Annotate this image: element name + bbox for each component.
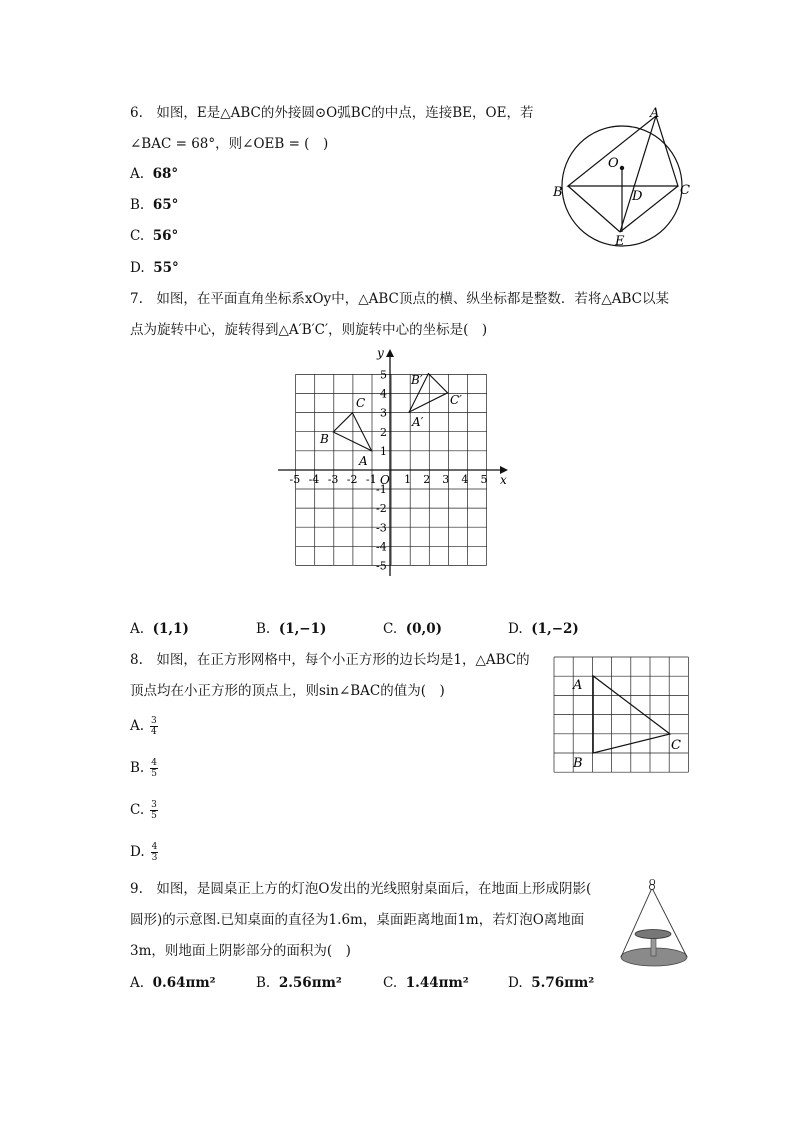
label-c: C — [680, 183, 690, 198]
x-tick-label: -1 — [365, 473, 377, 486]
y-tick-label: 2 — [380, 425, 387, 439]
x-tick-label: -5 — [289, 473, 301, 486]
x-tick-label: 1 — [404, 473, 412, 486]
y-tick-label: 3 — [380, 406, 387, 420]
label-c: C — [356, 396, 366, 410]
x-tick-label: 5 — [480, 473, 488, 486]
x-tick-label: 3 — [442, 473, 450, 486]
q6-stem-line1: 6. 如图，E是△ABC的外接圆⊙O弧BC的中点，连接BE，OE，若 — [130, 105, 534, 121]
label-d: D — [632, 189, 643, 204]
y-tick-label: -1 — [376, 483, 387, 497]
x-tick-label: 2 — [423, 473, 431, 486]
label-x: x — [500, 473, 507, 487]
y-tick-label: -4 — [376, 540, 387, 554]
fraction: $\frac{4}{5}$ — [151, 758, 157, 779]
table-leg — [651, 936, 656, 956]
q7-option-a[interactable]: A. (1,1) — [130, 621, 189, 637]
x-tick-label: -3 — [327, 473, 339, 486]
q9-stem-line1: 9. 如图，是圆桌正上方的灯泡O发出的光线照射桌面后，在地面上形成阴影( — [130, 881, 592, 897]
x-tick-label: -2 — [346, 473, 358, 486]
q6-stem-line2: ∠BAC = 68°，则∠OEB = ( ) — [130, 136, 329, 152]
label-o: O — [649, 878, 656, 887]
label-a: A — [573, 678, 583, 693]
y-tick-label: 5 — [380, 368, 387, 382]
q6-option-d[interactable]: D. 55° — [130, 260, 179, 276]
y-axis-arrow-icon — [386, 349, 394, 357]
x-tick-label: -4 — [308, 473, 320, 486]
table-top — [635, 930, 671, 939]
fraction: $\frac{3}{4}$ — [151, 716, 157, 737]
q7-coordinate-grid-figure — [278, 346, 518, 578]
q8-square-grid-figure — [553, 656, 691, 774]
label-c: C — [671, 738, 681, 753]
q8-stem-line1: 8. 如图，在正方形网格中，每个小正方形的边长均是1，△ABC的 — [130, 652, 530, 668]
label-b-prime: B′ — [411, 373, 423, 387]
segment-ae — [620, 116, 656, 232]
label-b: B — [553, 185, 563, 200]
y-tick-label: -2 — [376, 502, 387, 516]
light-ray-right — [652, 888, 687, 957]
q9-stem-line3: 3m，则地面上阴影部分的面积为( ) — [130, 943, 351, 959]
label-b: B — [573, 756, 583, 771]
q6-option-b[interactable]: B. 65° — [130, 197, 179, 213]
y-tick-label: -5 — [376, 559, 387, 573]
q7-stem-line2: 点为旋转中心，旋转得到△A′B′C′，则旋转中心的坐标是( ) — [130, 322, 488, 338]
segment-ce — [620, 186, 678, 232]
q6-circle-figure — [548, 104, 698, 249]
label-c-prime: C′ — [450, 393, 462, 407]
q7-option-c[interactable]: C. (0,0) — [383, 621, 442, 637]
q7-option-d[interactable]: D. (1,−2) — [508, 621, 579, 637]
x-tick-label: 4 — [461, 473, 469, 486]
y-tick-label: 1 — [380, 444, 387, 458]
grid-lines — [554, 657, 688, 772]
label-a: A — [650, 106, 660, 121]
q8-option-a[interactable]: A. $\frac{3}{4}$ — [130, 716, 157, 737]
fraction: $\frac{4}{3}$ — [151, 842, 158, 863]
q6-option-c[interactable]: C. 56° — [130, 228, 179, 244]
q8-option-c[interactable]: C. $\frac{3}{5}$ — [130, 800, 157, 821]
q9-stem-line2: 圆形)的示意图.已知桌面的直径为1.6m，桌面距离地面1m，若灯泡O离地面 — [130, 912, 585, 928]
q6-option-a[interactable]: A. 68° — [130, 166, 179, 182]
q8-option-b[interactable]: B. $\frac{4}{5}$ — [130, 758, 157, 779]
q7-stem-line1: 7. 如图，在平面直角坐标系xOy中，△ABC顶点的横、纵坐标都是整数．若将△ABC以某 — [130, 291, 669, 307]
label-y: y — [377, 346, 384, 360]
label-a: A — [359, 454, 368, 468]
y-tick-label: -3 — [376, 521, 387, 535]
q9-option-b[interactable]: B. 2.56πm² — [256, 975, 342, 991]
center-point-o — [620, 166, 624, 170]
light-ray-left — [621, 888, 652, 957]
q9-option-c[interactable]: C. 1.44πm² — [383, 975, 469, 991]
axes — [278, 349, 508, 576]
q7-option-b[interactable]: B. (1,−1) — [256, 621, 327, 637]
q9-lamp-table-figure — [616, 878, 692, 972]
label-b: B — [320, 432, 329, 446]
label-e: E — [615, 234, 625, 249]
q8-option-d[interactable]: D. $\frac{4}{3}$ — [130, 842, 158, 863]
label-a-prime: A′ — [412, 415, 424, 429]
label-origin: O — [380, 473, 390, 487]
y-tick-label: 4 — [380, 387, 387, 401]
q9-option-d[interactable]: D. 5.76πm² — [508, 975, 595, 991]
q9-option-a[interactable]: A. 0.64πm² — [130, 975, 216, 991]
q8-stem-line2: 顶点均在小正方形的顶点上，则sin∠BAC的值为( ) — [130, 683, 445, 699]
label-o: O — [608, 156, 619, 171]
fraction: $\frac{3}{5}$ — [151, 800, 157, 821]
